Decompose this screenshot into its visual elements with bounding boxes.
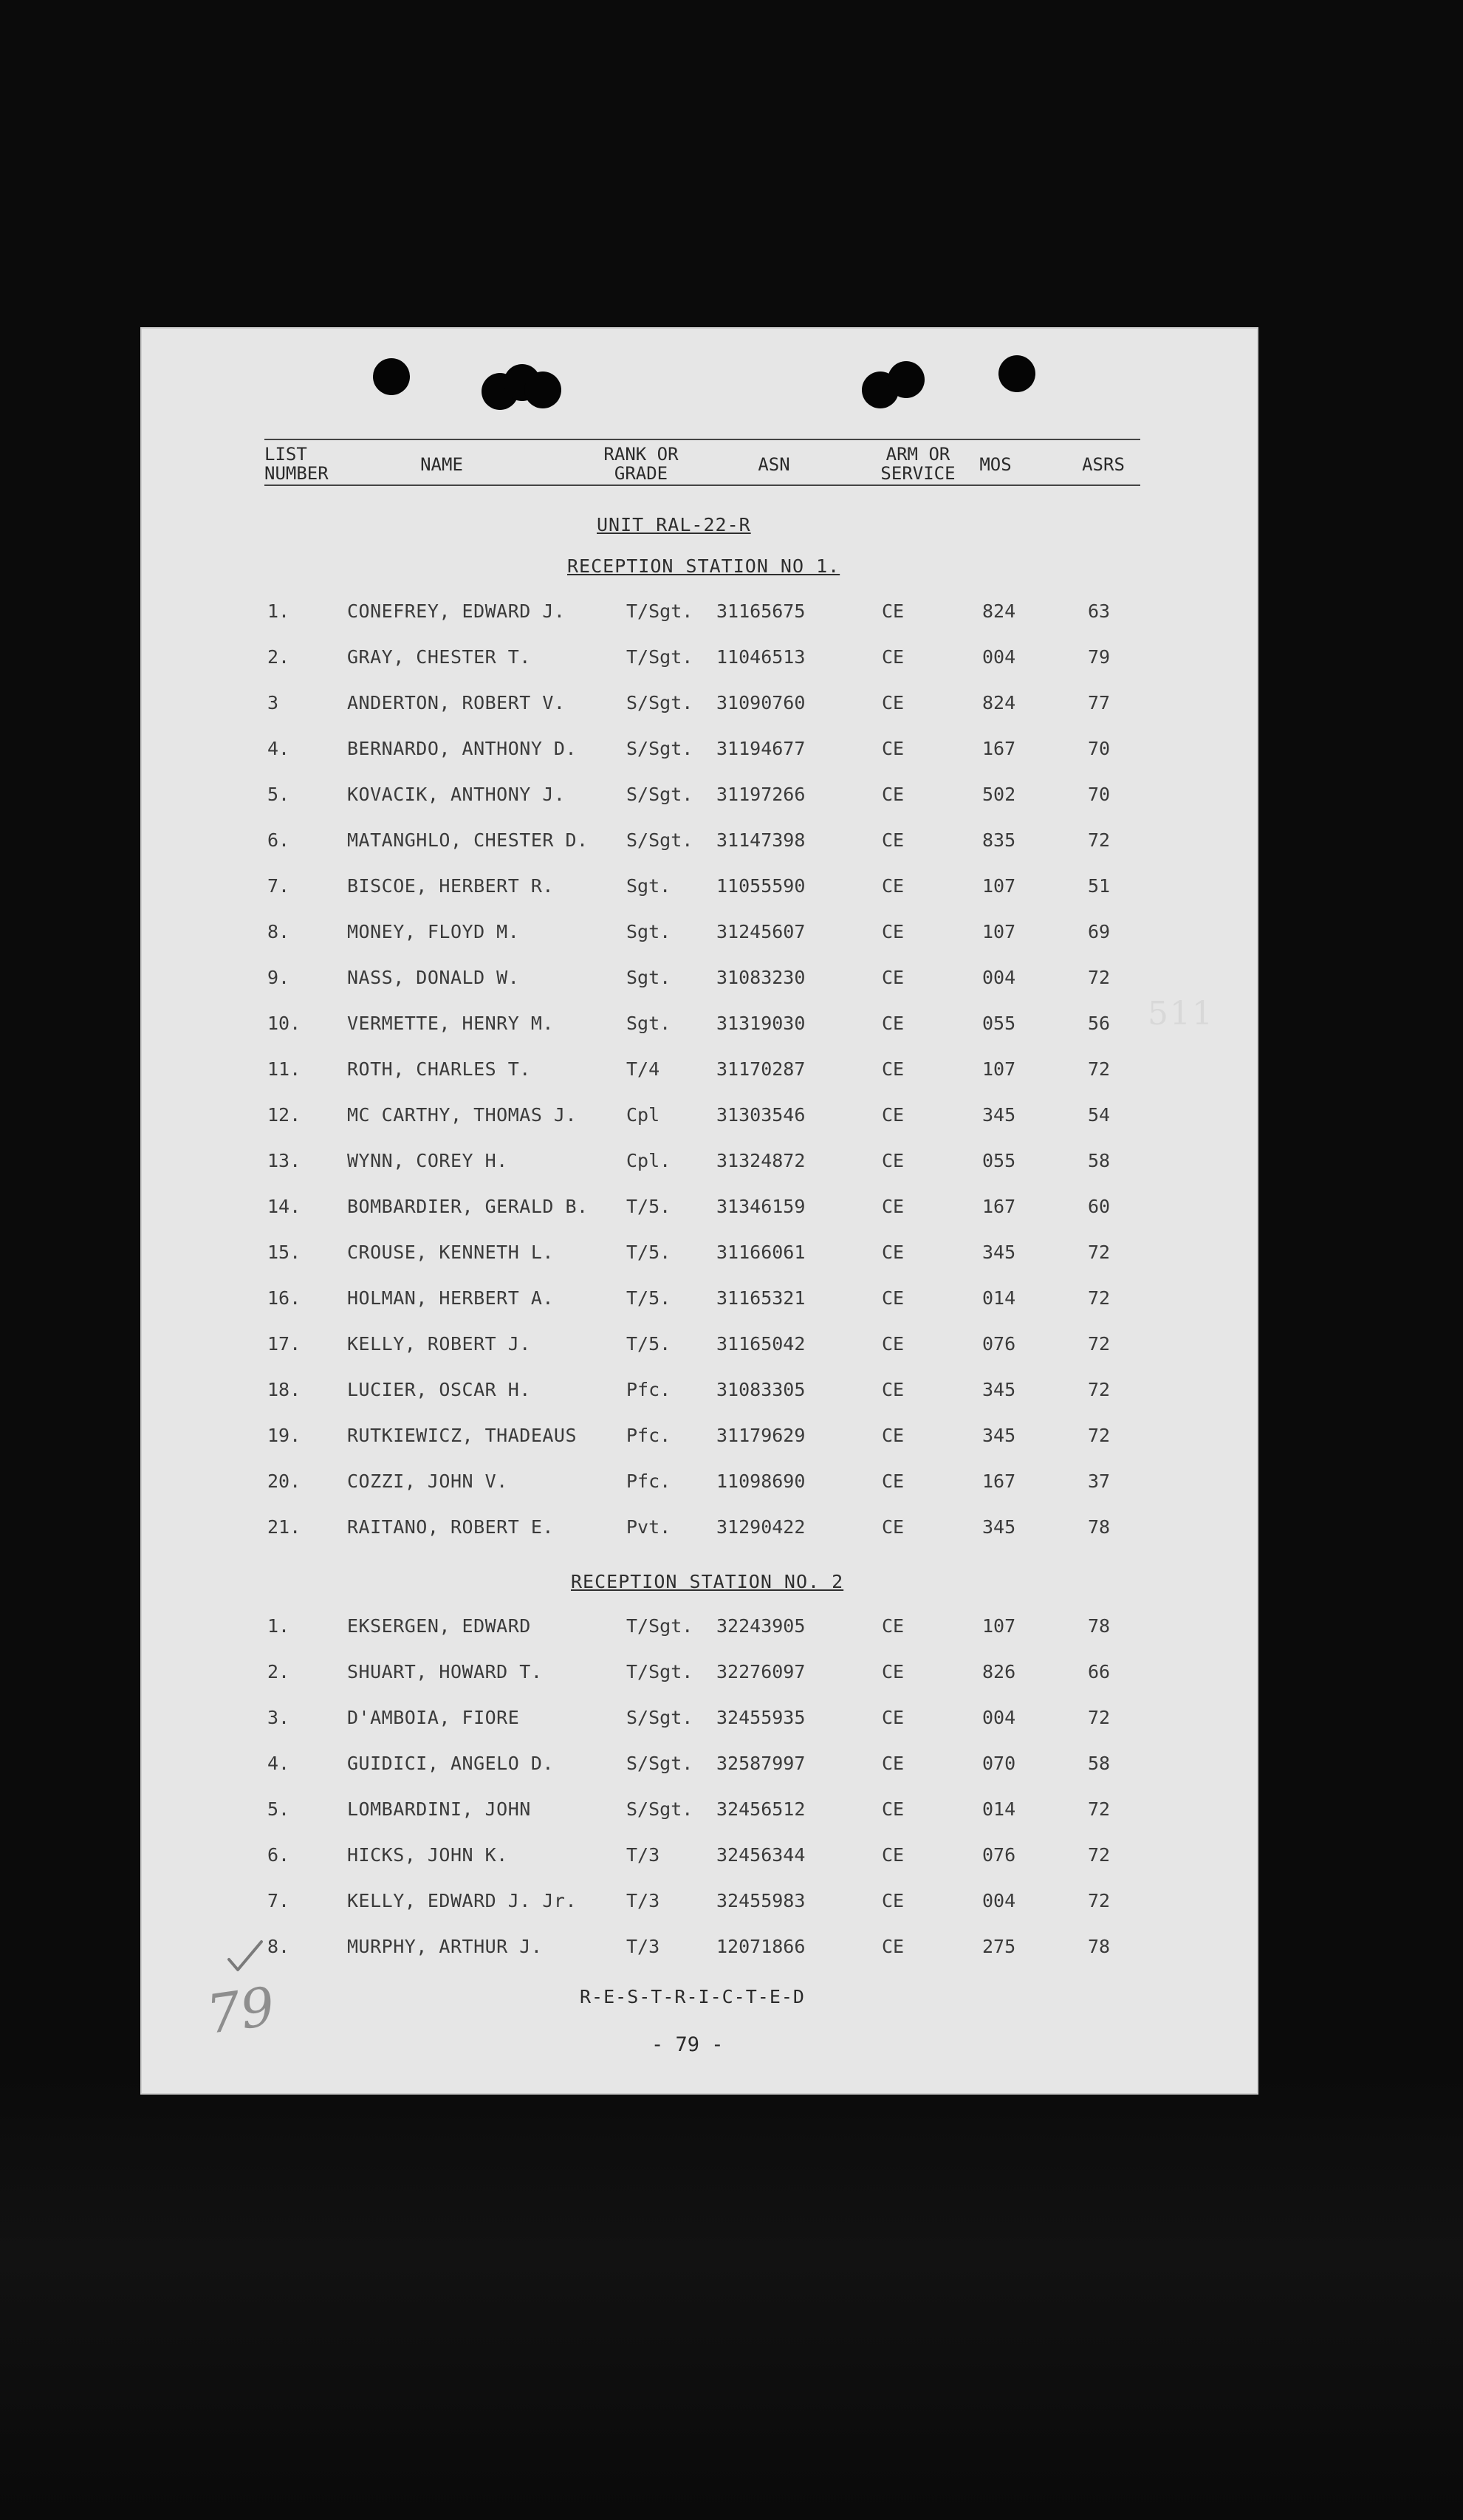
table-row [140,967,1258,996]
asrs: 72 [1088,1844,1111,1866]
table-row [140,1798,1258,1828]
asn: 31319030 [716,1013,806,1034]
asn: 31166061 [716,1242,806,1263]
rank: S/Sgt. [626,829,693,851]
table-row [140,1753,1258,1782]
rank: Sgt. [626,967,671,988]
rank: T/5. [626,1242,671,1263]
list-number: 6. [267,829,290,851]
rank: Cpl. [626,1150,671,1171]
asn: 31170287 [716,1058,806,1080]
list-number: 19. [267,1425,301,1446]
asn: 31090760 [716,692,806,713]
asn: 31165675 [716,600,806,622]
handwritten-page-note: 79 [202,1975,279,2046]
rank: T/5. [626,1287,671,1309]
asn: 31303546 [716,1104,806,1126]
header-asn: ASN [758,454,790,475]
person-name: MURPHY, ARTHUR J. [347,1936,543,1957]
rank: T/Sgt. [626,600,693,622]
arm-or-service: CE [882,784,905,805]
person-name: MATANGHLO, CHESTER D. [347,829,589,851]
asn: 31194677 [716,738,806,759]
mos: 826 [982,1661,1016,1682]
mos: 055 [982,1150,1016,1171]
list-number: 12. [267,1104,301,1126]
arm-or-service: CE [882,1936,905,1957]
asrs: 72 [1088,1890,1111,1911]
asn: 31245607 [716,921,806,942]
person-name: HOLMAN, HERBERT A. [347,1287,554,1309]
list-number: 9. [267,967,290,988]
table-header [264,439,1140,486]
list-number: 10. [267,1013,301,1034]
punch-hole [373,358,410,395]
arm-or-service: CE [882,1890,905,1911]
header-mos: MOS [979,454,1012,475]
table-row [140,1104,1258,1134]
person-name: RUTKIEWICZ, THADEAUS [347,1425,578,1446]
rank: T/Sgt. [626,1661,693,1682]
table-row [140,1287,1258,1317]
asrs: 54 [1088,1104,1111,1126]
arm-or-service: CE [882,692,905,713]
rank: Pvt. [626,1516,671,1538]
arm-or-service: CE [882,921,905,942]
mos: 076 [982,1844,1016,1866]
asn: 31147398 [716,829,806,851]
asn: 31083305 [716,1379,806,1400]
arm-or-service: CE [882,1707,905,1728]
rank: T/3 [626,1936,660,1957]
list-number: 13. [267,1150,301,1171]
list-number: 7. [267,875,290,897]
person-name: KELLY, EDWARD J. Jr. [347,1890,578,1911]
mos: 167 [982,1470,1016,1492]
arm-or-service: CE [882,1753,905,1774]
person-name: D'AMBOIA, FIORE [347,1707,520,1728]
asrs: 63 [1088,600,1111,622]
asrs: 58 [1088,1753,1111,1774]
mos: 824 [982,692,1016,713]
arm-or-service: CE [882,1425,905,1446]
film-frame-background [0,2077,1463,2520]
mos: 345 [982,1104,1016,1126]
table-row [140,692,1258,722]
arm-or-service: CE [882,646,905,668]
asn: 11098690 [716,1470,806,1492]
rank: Sgt. [626,1013,671,1034]
asrs: 72 [1088,1425,1111,1446]
mos: 004 [982,1890,1016,1911]
asrs: 78 [1088,1936,1111,1957]
list-number: 4. [267,738,290,759]
table-row [140,1058,1258,1088]
person-name: KELLY, ROBERT J. [347,1333,531,1355]
table-row [140,829,1258,859]
mos: 014 [982,1287,1016,1309]
arm-or-service: CE [882,1058,905,1080]
mos: 070 [982,1753,1016,1774]
rank: S/Sgt. [626,1753,693,1774]
table-row [140,646,1258,676]
list-number: 2. [267,646,290,668]
arm-or-service: CE [882,1013,905,1034]
mos: 107 [982,875,1016,897]
asn: 31083230 [716,967,806,988]
person-name: GUIDICI, ANGELO D. [347,1753,554,1774]
list-number: 20. [267,1470,301,1492]
person-name: BERNARDO, ANTHONY D. [347,738,578,759]
mos: 502 [982,784,1016,805]
list-number: 8. [267,1936,290,1957]
person-name: HICKS, JOHN K. [347,1844,508,1866]
header-rank: RANK OR GRADE [603,444,679,484]
mos: 345 [982,1516,1016,1538]
table-row [140,921,1258,951]
person-name: SHUART, HOWARD T. [347,1661,543,1682]
rank: Pfc. [626,1425,671,1446]
asn: 32243905 [716,1615,806,1637]
arm-or-service: CE [882,1333,905,1355]
checkmark-icon [226,1937,264,1976]
person-name: MONEY, FLOYD M. [347,921,520,942]
asn: 11055590 [716,875,806,897]
person-name: CROUSE, KENNETH L. [347,1242,554,1263]
rank: S/Sgt. [626,1707,693,1728]
list-number: 14. [267,1196,301,1217]
list-number: 3. [267,1707,290,1728]
mos: 167 [982,1196,1016,1217]
asrs: 72 [1088,1798,1111,1820]
list-number: 7. [267,1890,290,1911]
asn: 32456512 [716,1798,806,1820]
list-number: 4. [267,1753,290,1774]
list-number: 1. [267,1615,290,1637]
asrs: 78 [1088,1516,1111,1538]
asrs: 72 [1088,967,1111,988]
arm-or-service: CE [882,738,905,759]
rank: Pfc. [626,1379,671,1400]
punch-hole [888,361,925,398]
asn: 31346159 [716,1196,806,1217]
mos: 824 [982,600,1016,622]
asn: 31165321 [716,1287,806,1309]
header-arm: ARM OR SERVICE [880,444,956,484]
list-number: 5. [267,784,290,805]
arm-or-service: CE [882,829,905,851]
rank: T/5. [626,1196,671,1217]
list-number: 2. [267,1661,290,1682]
mos: 004 [982,646,1016,668]
table-row [140,738,1258,767]
person-name: LUCIER, OSCAR H. [347,1379,531,1400]
mos: 055 [982,1013,1016,1034]
table-row [140,1379,1258,1408]
rank: Cpl [626,1104,660,1126]
table-row [140,1890,1258,1920]
list-number: 1. [267,600,290,622]
table-row [140,1425,1258,1454]
asrs: 72 [1088,1242,1111,1263]
header-name: NAME [420,454,463,475]
table-row [140,1516,1258,1546]
table-row [140,1013,1258,1042]
list-number: 11. [267,1058,301,1080]
person-name: ANDERTON, ROBERT V. [347,692,566,713]
rank: T/Sgt. [626,646,693,668]
arm-or-service: CE [882,1379,905,1400]
rank: S/Sgt. [626,738,693,759]
list-number: 18. [267,1379,301,1400]
rank: Sgt. [626,921,671,942]
asrs: 56 [1088,1013,1111,1034]
asrs: 70 [1088,738,1111,759]
page-number: - 79 - [651,2033,724,2056]
mos: 345 [982,1242,1016,1263]
table-row [140,1707,1258,1736]
asrs: 72 [1088,1058,1111,1080]
asrs: 72 [1088,1379,1111,1400]
asrs: 72 [1088,1707,1111,1728]
asn: 32455983 [716,1890,806,1911]
table-row [140,1936,1258,1965]
list-number: 3 [267,692,279,713]
asrs: 72 [1088,829,1111,851]
person-name: EKSERGEN, EDWARD [347,1615,531,1637]
rank: S/Sgt. [626,1798,693,1820]
mos: 167 [982,738,1016,759]
rank: Pfc. [626,1470,671,1492]
mos: 107 [982,1058,1016,1080]
person-name: VERMETTE, HENRY M. [347,1013,554,1034]
rank: T/5. [626,1333,671,1355]
asn: 32587997 [716,1753,806,1774]
person-name: CONEFREY, EDWARD J. [347,600,566,622]
asrs: 70 [1088,784,1111,805]
mos: 835 [982,829,1016,851]
table-row [140,1196,1258,1225]
list-number: 8. [267,921,290,942]
asrs: 79 [1088,646,1111,668]
person-name: NASS, DONALD W. [347,967,520,988]
table-row [140,1844,1258,1874]
table-row [140,1470,1258,1500]
asrs: 77 [1088,692,1111,713]
table-row [140,1661,1258,1691]
asrs: 60 [1088,1196,1111,1217]
list-number: 17. [267,1333,301,1355]
section-title-station-1: RECEPTION STATION NO 1. [567,555,840,577]
mos: 004 [982,967,1016,988]
asrs: 58 [1088,1150,1111,1171]
asrs: 72 [1088,1287,1111,1309]
rank: Sgt. [626,875,671,897]
arm-or-service: CE [882,1615,905,1637]
arm-or-service: CE [882,1661,905,1682]
table-row [140,1150,1258,1179]
arm-or-service: CE [882,600,905,622]
list-number: 5. [267,1798,290,1820]
arm-or-service: CE [882,1287,905,1309]
rank: T/Sgt. [626,1615,693,1637]
arm-or-service: CE [882,1104,905,1126]
mos: 345 [982,1379,1016,1400]
asrs: 37 [1088,1470,1111,1492]
arm-or-service: CE [882,967,905,988]
punch-hole [524,372,561,408]
table-row [140,784,1258,813]
unit-title: UNIT RAL-22-R [597,514,751,535]
header-list-number: LIST NUMBER [264,444,329,484]
asn: 12071866 [716,1936,806,1957]
table-row [140,1615,1258,1645]
arm-or-service: CE [882,1242,905,1263]
mos: 345 [982,1425,1016,1446]
asrs: 78 [1088,1615,1111,1637]
mos: 107 [982,921,1016,942]
person-name: KOVACIK, ANTHONY J. [347,784,566,805]
table-row [140,875,1258,905]
person-name: WYNN, COREY H. [347,1150,508,1171]
person-name: BOMBARDIER, GERALD B. [347,1196,589,1217]
person-name: COZZI, JOHN V. [347,1470,508,1492]
mos: 275 [982,1936,1016,1957]
asn: 11046513 [716,646,806,668]
asn: 32456344 [716,1844,806,1866]
section-title-station-2: RECEPTION STATION NO. 2 [571,1571,844,1592]
margin-frame-number: 511 [1148,995,1214,1033]
arm-or-service: CE [882,1196,905,1217]
list-number: 21. [267,1516,301,1538]
asrs: 51 [1088,875,1111,897]
asrs: 72 [1088,1333,1111,1355]
table-row [140,1333,1258,1363]
asn: 31165042 [716,1333,806,1355]
table-row [140,1242,1258,1271]
arm-or-service: CE [882,875,905,897]
arm-or-service: CE [882,1798,905,1820]
rank: T/3 [626,1844,660,1866]
mos: 004 [982,1707,1016,1728]
person-name: BISCOE, HERBERT R. [347,875,554,897]
mos: 107 [982,1615,1016,1637]
asrs: 69 [1088,921,1111,942]
arm-or-service: CE [882,1470,905,1492]
person-name: MC CARTHY, THOMAS J. [347,1104,578,1126]
list-number: 15. [267,1242,301,1263]
asn: 31324872 [716,1150,806,1171]
restricted-marking: R-E-S-T-R-I-C-T-E-D [580,1986,805,2007]
mos: 014 [982,1798,1016,1820]
arm-or-service: CE [882,1150,905,1171]
list-number: 6. [267,1844,290,1866]
asn: 31290422 [716,1516,806,1538]
rank: S/Sgt. [626,692,693,713]
mos: 076 [982,1333,1016,1355]
person-name: GRAY, CHESTER T. [347,646,531,668]
asn: 31179629 [716,1425,806,1446]
person-name: LOMBARDINI, JOHN [347,1798,531,1820]
arm-or-service: CE [882,1516,905,1538]
asn: 32276097 [716,1661,806,1682]
header-asrs: ASRS [1082,454,1125,475]
person-name: RAITANO, ROBERT E. [347,1516,554,1538]
asn: 32455935 [716,1707,806,1728]
arm-or-service: CE [882,1844,905,1866]
rank: T/4 [626,1058,660,1080]
asn: 31197266 [716,784,806,805]
rank: S/Sgt. [626,784,693,805]
table-row [140,600,1258,630]
asrs: 66 [1088,1661,1111,1682]
document-page [140,327,1258,2095]
list-number: 16. [267,1287,301,1309]
person-name: ROTH, CHARLES T. [347,1058,531,1080]
punch-hole [998,355,1035,392]
rank: T/3 [626,1890,660,1911]
